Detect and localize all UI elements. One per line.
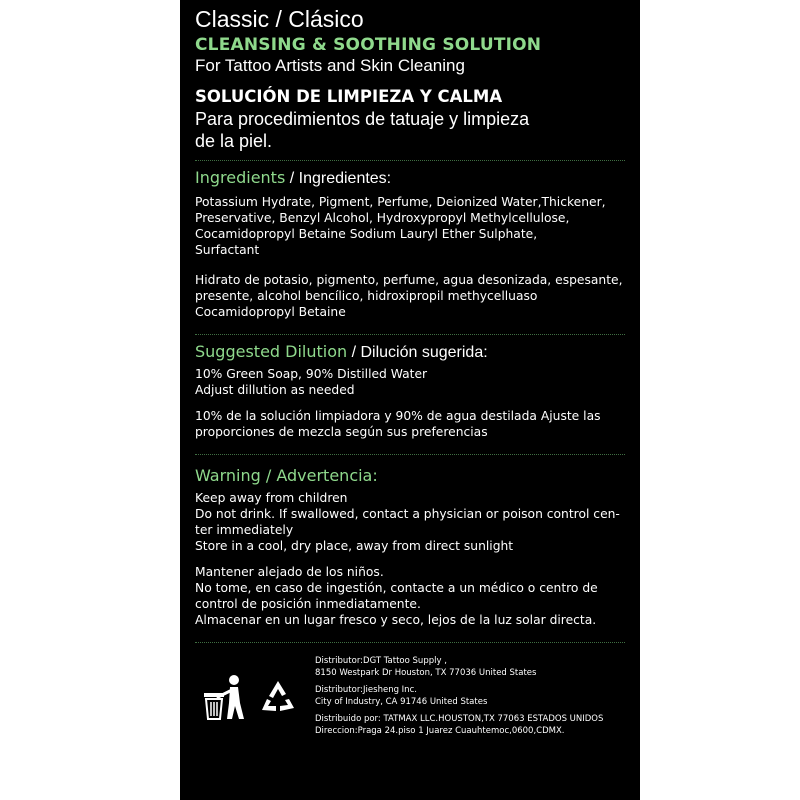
distributor-2-name: Distributor:Jiesheng Inc. [315, 685, 417, 695]
dilution-heading: Suggested Dilution / Dilución sugerida: [195, 342, 488, 361]
warning-heading: Warning / Advertencia: [195, 466, 378, 485]
distributor-2-address: City of Industry, CA 91746 United States [315, 697, 488, 707]
distributor-1-address: 8150 Westpark Dr Houston, TX 77036 United States [315, 668, 537, 678]
distributor-1-name: Distributor:DGT Tattoo Supply , [315, 656, 447, 666]
warning-en: Keep away from children Do not drink. If swallowed, contact a physician or poison control cen- ter immediately Store in a cool, dry place, away from direct sunlight [195, 491, 620, 553]
footer [195, 651, 640, 751]
product-title: Classic / Clásico [195, 6, 364, 32]
ingredients-heading: Ingredients / Ingredientes: [195, 168, 392, 187]
product-label [180, 0, 640, 800]
distributor-3-address: Direccion:Praga 24.piso 1 Juarez Cuauhtemoc,0600,CDMX. [315, 726, 565, 736]
recycle-icon [258, 677, 298, 717]
distributor-3-name: Distribuido por: TATMAX LLC.HOUSTON,TX 77063 ESTADOS UNIDOS [315, 714, 604, 724]
product-tagline-es-line-2: de la piel. [195, 131, 273, 151]
distributor-info [315, 655, 645, 742]
warning-es: Mantener alejado de los niños. No tome, en caso de ingestión, contacte a un médico o centro de control de posición inmediatamente. Almacenar en un lugar fresco y seco, lejos de la luz solar directa. [195, 565, 598, 627]
ingredients-en: Potassium Hydrate, Pigment, Perfume, Deionized Water,Thickener, Preservative, Benzyl Alcohol, Hydroxypropyl Methylcellulose, Cocamidopropyl Betaine Sodium Lauryl Ether Sulphate, Surfactant [195, 195, 606, 257]
divider [195, 454, 625, 455]
divider [195, 642, 625, 643]
product-tagline-es-line-1: Para procedimientos de tatuaje y limpieza [195, 109, 530, 129]
footer-icons [200, 673, 300, 723]
dilution-es: 10% de la solución limpiadora y 90% de agua destilada Ajuste las proporciones de mezcla según sus preferencias [195, 409, 601, 439]
divider [195, 334, 625, 335]
product-subtitle-en: CLEANSING & SOOTHING SOLUTION [195, 35, 542, 55]
product-tagline-en: For Tattoo Artists and Skin Cleaning [195, 56, 465, 75]
ingredients-es: Hidrato de potasio, pigmento, perfume, agua desonizada, espesante, presente, alcohol bencílico, hidroxipropil methycelluaso Cocamidopropyl Betaine [195, 273, 623, 319]
dilution-en: 10% Green Soap, 90% Distilled Water Adjust dillution as needed [195, 367, 428, 397]
product-subtitle-es: SOLUCIÓN DE LIMPIEZA Y CALMA [195, 87, 503, 106]
divider [195, 160, 625, 161]
